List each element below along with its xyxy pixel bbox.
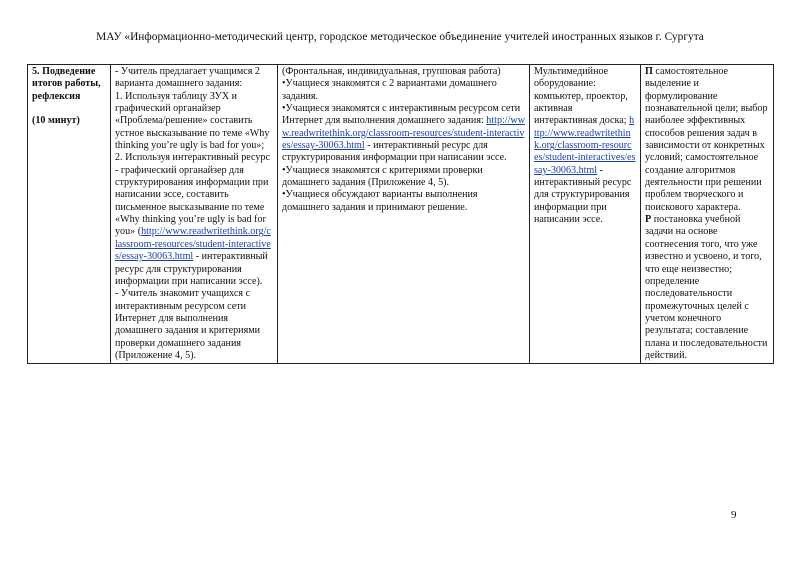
- teacher-activity-cell: [111, 65, 278, 364]
- page-number: 9: [731, 509, 737, 521]
- uud-cognitive: [645, 66, 769, 214]
- students-activity-cell: [278, 65, 530, 364]
- essay-resource-link[interactable]: http://www.readwritethink.org/classroom-resources/student-interactives/essay-30063.html: [282, 115, 525, 152]
- essay-resource-link[interactable]: http://www.readwritethink.org/classroom-resources/student-interactives/essay-30063.html: [115, 226, 271, 263]
- students-line: •Учащиеся знакомятся с 2 вариантами домашнего задания.: [282, 78, 497, 102]
- teacher-text: 2. Используя интерактивный ресурс - графический органайзер для структурирования информации при написании эссе, составить письменное высказывание по теме «Why thinking you’re ugly is bad for you» (: [115, 152, 270, 238]
- teacher-line: [115, 152, 273, 288]
- teacher-line: - Учитель предлагает учащимся 2 варианта домашнего задания:: [115, 66, 260, 90]
- stage-cell: [28, 65, 111, 364]
- uud-regulatory: [645, 214, 769, 362]
- equipment-cell: [530, 65, 641, 364]
- equipment-text: - интерактивный ресурс для структурирования информации при написании эссе.: [534, 164, 632, 226]
- teacher-text: - интерактивный ресурс для структурирования информации при написании эссе).: [115, 251, 268, 287]
- uud-letter: П: [645, 66, 653, 77]
- page-header: МАУ «Информационно-методический центр, городское методическое объединение учителей иностранных языков г. Сургута: [96, 31, 704, 43]
- uud-text: самостоятельное выделение и формулирование познавательной цели; выбор наиболее эффективных способов решения задач в зависимости от конкретных условий; самостоятельное создание алгоритмов деятельности при решении проблем творческого и поискового характера.: [645, 66, 768, 213]
- spacer: [32, 103, 106, 115]
- lesson-plan-table: [27, 64, 774, 364]
- essay-resource-link[interactable]: http://www.readwritethink.org/classroom-resources/student-interactives/essay-30063.html: [534, 115, 636, 176]
- uud-cell: [641, 65, 774, 364]
- teacher-line: 1. Используя таблицу ЗУХ и графический органайзер «Проблема/решение» составить устное высказывание по теме «Why thinking you’re ugly is bad for you»;: [115, 90, 270, 152]
- table-row: [28, 65, 774, 364]
- stage-title: 5. Подведение итогов работы, рефлексия: [32, 66, 101, 102]
- uud-text: постановка учебной задачи на основе соотнесения того, что уже известно и усвоено, и того, что еще неизвестно; определение последовательности промежуточных целей с учетом конечного результата; составление плана и последовательности действий.: [645, 214, 768, 361]
- students-line: (Фронтальная, индивидуальная, групповая работа): [282, 66, 501, 77]
- students-line: [282, 103, 525, 165]
- equipment-text: Мультимедийное оборудование: компьютер, проектор, активная интерактивная доска;: [534, 66, 630, 127]
- stage-duration: (10 минут): [32, 115, 80, 127]
- students-text: - интерактивный ресурс для структурирования информации при написании эссе.: [282, 140, 507, 164]
- students-text: •Учащиеся знакомятся с интерактивным ресурсом сети Интернет для выполнения домашнего задания:: [282, 103, 521, 127]
- uud-letter: Р: [645, 214, 652, 226]
- students-line: •Учащиеся обсуждают варианты выполнения домашнего задания и принимают решение.: [282, 189, 478, 213]
- students-line: •Учащиеся знакомятся с критериями проверки домашнего задания (Приложение 4, 5).: [282, 164, 483, 189]
- teacher-line: - Учитель знакомит учащихся с интерактивным ресурсом сети Интернет для выполнения домашнего задания и критериями проверки домашнего задания (Приложение 4, 5).: [115, 288, 261, 361]
